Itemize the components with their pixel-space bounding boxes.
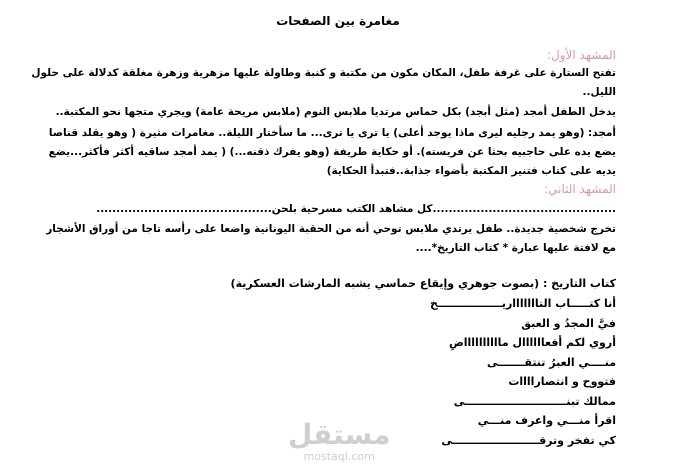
poem-line: فيَّ المجدُ و العبق [521, 317, 616, 330]
poem-line: كي تفخر وترقـــــــــــــــــــــــى [441, 434, 616, 447]
poem-intro: كتاب التاريخ : (بصوت جوهري وإيقاع حماسي يشبه المارشات العسكرية) [230, 277, 616, 290]
scene2-heading: المشهد الثاني: [544, 182, 616, 196]
scene2-line: مع لافتة عليها عبارة * كتاب التاريخ*.... [415, 242, 616, 254]
scene1-line: الليل.. [582, 86, 616, 98]
scene1-line: يديه على كتاب فتنير المكتبة بأضواء جذابة..فتبدأ الحكاية) [326, 165, 616, 177]
scene1-line: أمجد: (وهو يمد رجليه ليرى ماذا يوجد أعلى) يا ترى يا ترى... ما سأختار الليلة.. مغامرات مثيرة ( وهو يقلد قناصا [48, 127, 616, 139]
poem-line: ممالك تبنـــــــــــــــــــــــــــى [453, 395, 616, 408]
scene1-line: يضع يده على حاجبيه بحثا عن فريسته). أو حكاية طريفة (وهو يفرك ذقنه...) ( يمد أمجد ساقيه أكثر فأكثر...يضع [48, 146, 616, 158]
scene1-heading: المشهد الأول: [546, 48, 616, 62]
poem-line: أروي لكم أفعاااااال مااااااااااضِ [448, 336, 616, 349]
page-title: مغامرة بين الصفحات [276, 14, 400, 28]
mostaql-watermark [288, 420, 390, 463]
poem-line: منــــي العبرُ تنتقـــــــى [486, 356, 616, 369]
poem-line: اقرأ منـــي واعرف منـــي [477, 414, 616, 427]
scene1-line: تفتح الستارة على غرفة طفل، المكان مكون من مكتبة و كنبة وطاولة عليها مزهرية وزهرة مغلقة كدلالة على حلول [31, 67, 616, 79]
scene2-line: ..............................................كل مشاهد الكتب مسرحية بلحن............................................ [96, 203, 616, 215]
watermark-arabic: مستقل [288, 418, 391, 451]
poem-line: فتووح و انتصاراااات [508, 375, 616, 388]
watermark-latin: mostaql.com [303, 450, 375, 463]
scene1-line: يدخل الطفل أمجد (مثل أبجد) بكل حماس مرتديا ملابس النوم (ملابس مريحة عامة) ويجري متجها نحو المكتبة.. [55, 106, 616, 118]
poem-line: أنا كتـــــاب التاااااااريـــــــــــــــــخ [429, 297, 616, 310]
scene2-line: تخرج شخصية جديدة.. طفل يرتدي ملابس توحي أنه من الحقبة اليونانية واضعا على رأسه تاجا من أوراق الأشجار [46, 223, 616, 235]
